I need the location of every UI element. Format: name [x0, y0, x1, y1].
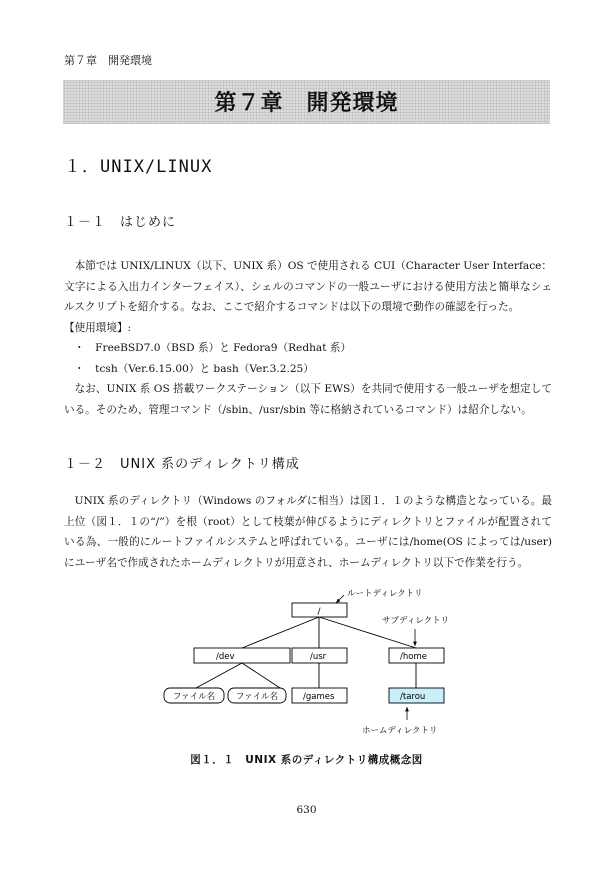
environment-item: ・ FreeBSD7.0（BSD 系）と Fedora9（Redhat 系）	[74, 342, 352, 354]
running-header: 第７章 開発環境	[64, 54, 152, 67]
intro-body	[64, 256, 552, 420]
root-node-label: /	[317, 607, 321, 617]
page-number: 630	[296, 804, 317, 816]
tarou-node-label: /tarou	[400, 692, 426, 702]
environment-label: 【使用環境】:	[64, 321, 132, 334]
root-directory-callout: ルートディレクトリ	[347, 589, 423, 599]
sub-directory-callout: サブディレクトリ	[382, 616, 450, 626]
usr-node-label: /usr	[310, 652, 327, 662]
section-heading: １．UNIX/LINUX	[64, 157, 213, 177]
file-node-label: ファイル名	[172, 692, 216, 702]
directory-tree-diagram	[150, 585, 470, 745]
environment-item: ・ tcsh（Ver.6.15.00）と bash（Ver.3.2.25）	[74, 362, 314, 375]
intro-paragraph: 本節では UNIX/LINUX（以下、UNIX 系）OS で使用される CUI（Character User Interface：文字による入出力インターフェイス）、シェルのコマンドの一般ユーザにおける使用方法と簡単なシェルスクリプトを紹介する。なお、ここで紹介するコマンドは以下の環境で動作の確認を行った。	[64, 260, 552, 313]
dev-node	[194, 648, 290, 663]
chapter-title: 第７章 開発環境	[214, 91, 399, 116]
directory-body	[64, 491, 552, 573]
figure-caption: 図１．１ UNIX 系のディレクトリ構成概念図	[190, 754, 423, 766]
file-node-label: ファイル名	[235, 692, 279, 702]
games-node-label: /games	[303, 692, 335, 702]
subsection-heading-intro: １－１ はじめに	[64, 215, 177, 230]
subsection-heading-directory: １－２ UNIX 系のディレクトリ構成	[64, 457, 300, 472]
assumption-paragraph: なお、UNIX 系 OS 搭載ワークステーション（以下 EWS）を共同で使用する一般ユーザを想定している。そのため、管理コマンド（/sbin、/usr/sbin 等に格納されているコマンド）は紹介しない。	[64, 383, 552, 416]
directory-paragraph: UNIX 系のディレクトリ（Windows のフォルダに相当）は図１．１のような構造となっている。最上位（図１．１の“/”）を根（root）として枝葉が伸びるようにディレクトリとファイルが配置されている為、一般的にルートファイルシステムと呼ばれている。ユーザには/home(OS によっては/user)にユーザ名で作成されたホームディレクトリが用意され、ホームディレクトリ以下で作業を行う。	[64, 495, 552, 569]
dev-node-label: /dev	[216, 652, 235, 662]
home-node-label: /home	[400, 652, 427, 662]
home-directory-callout: ホームディレクトリ	[362, 726, 438, 736]
